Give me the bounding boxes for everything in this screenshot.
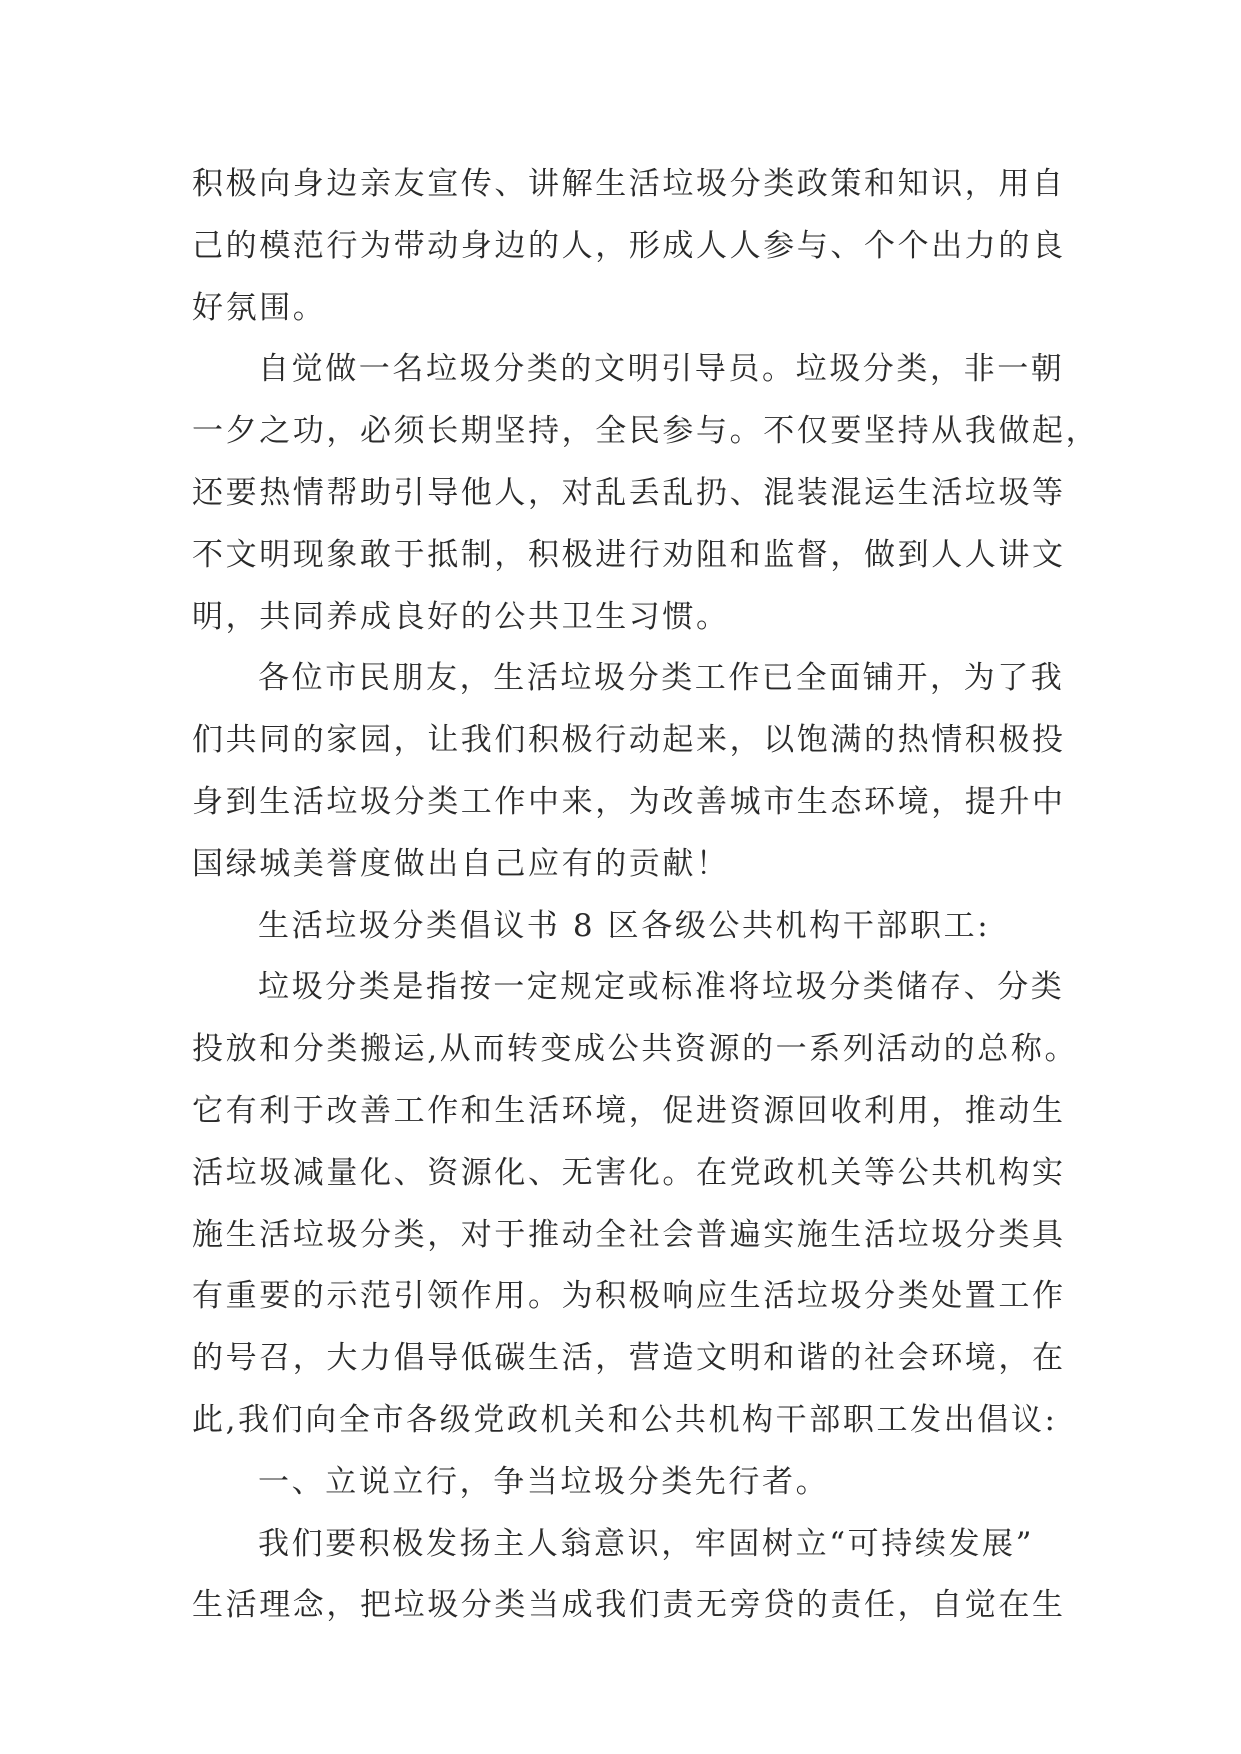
text-line: 此,我们向全市各级党政机关和公共机构干部职工发出倡议:: [192, 1401, 1058, 1438]
text-line: 们共同的家园，让我们积极行动起来，以饱满的热情积极投: [192, 722, 1066, 759]
document-body: [192, 154, 1100, 1637]
text-line: 还要热情帮助引导他人，对乱丢乱扔、混装混运生活垃圾等: [192, 474, 1066, 511]
text-line: 生活垃圾分类倡议书 8 区各级公共机构干部职工:: [258, 907, 991, 944]
text-line: 己的模范行为带动身边的人，形成人人参与、个个出力的良: [192, 227, 1066, 264]
text-line: 各位市民朋友，生活垃圾分类工作已全面铺开，为了我: [258, 660, 1065, 697]
text-line: 一夕之功，必须长期坚持，全民参与。不仅要坚持从我做起，: [192, 413, 1100, 450]
text-line: 不文明现象敢于抵制，积极进行劝阻和监督，做到人人讲文: [192, 536, 1066, 573]
text-line: 国绿城美誉度做出自己应有的贡献！: [192, 845, 730, 882]
text-line: 的号召，大力倡导低碳生活，营造文明和谐的社会环境，在: [192, 1340, 1066, 1377]
text-line: 垃圾分类是指按一定规定或标准将垃圾分类储存、分类: [258, 969, 1065, 1006]
text-line: 一、立说立行，争当垃圾分类先行者。: [258, 1463, 830, 1500]
text-line: 好氛围。: [192, 289, 327, 326]
text-line: 投放和分类搬运,从而转变成公共资源的一系列活动的总称。: [192, 1031, 1079, 1068]
text-line: 我们要积极发扬主人翁意识，牢固树立“可持续发展”: [258, 1525, 1035, 1562]
text-line: 积极向身边亲友宣传、讲解生活垃圾分类政策和知识，用自: [192, 166, 1066, 202]
text-line: 自觉做一名垃圾分类的文明引导员。垃圾分类，非一朝: [258, 351, 1065, 388]
text-line: 它有利于改善工作和生活环境，促进资源回收利用，推动生: [192, 1092, 1066, 1129]
text-line: 明，共同养成良好的公共卫生习惯。: [192, 598, 730, 635]
text-line: 有重要的示范引领作用。为积极响应生活垃圾分类处置工作: [192, 1278, 1066, 1315]
text-line: 活垃圾减量化、资源化、无害化。在党政机关等公共机构实: [192, 1154, 1066, 1191]
text-line: 身到生活垃圾分类工作中来，为改善城市生态环境，提升中: [192, 783, 1066, 820]
text-line: 生活理念，把垃圾分类当成我们责无旁贷的责任，自觉在生: [192, 1587, 1066, 1624]
text-line: 施生活垃圾分类，对于推动全社会普遍实施生活垃圾分类具: [192, 1216, 1066, 1253]
